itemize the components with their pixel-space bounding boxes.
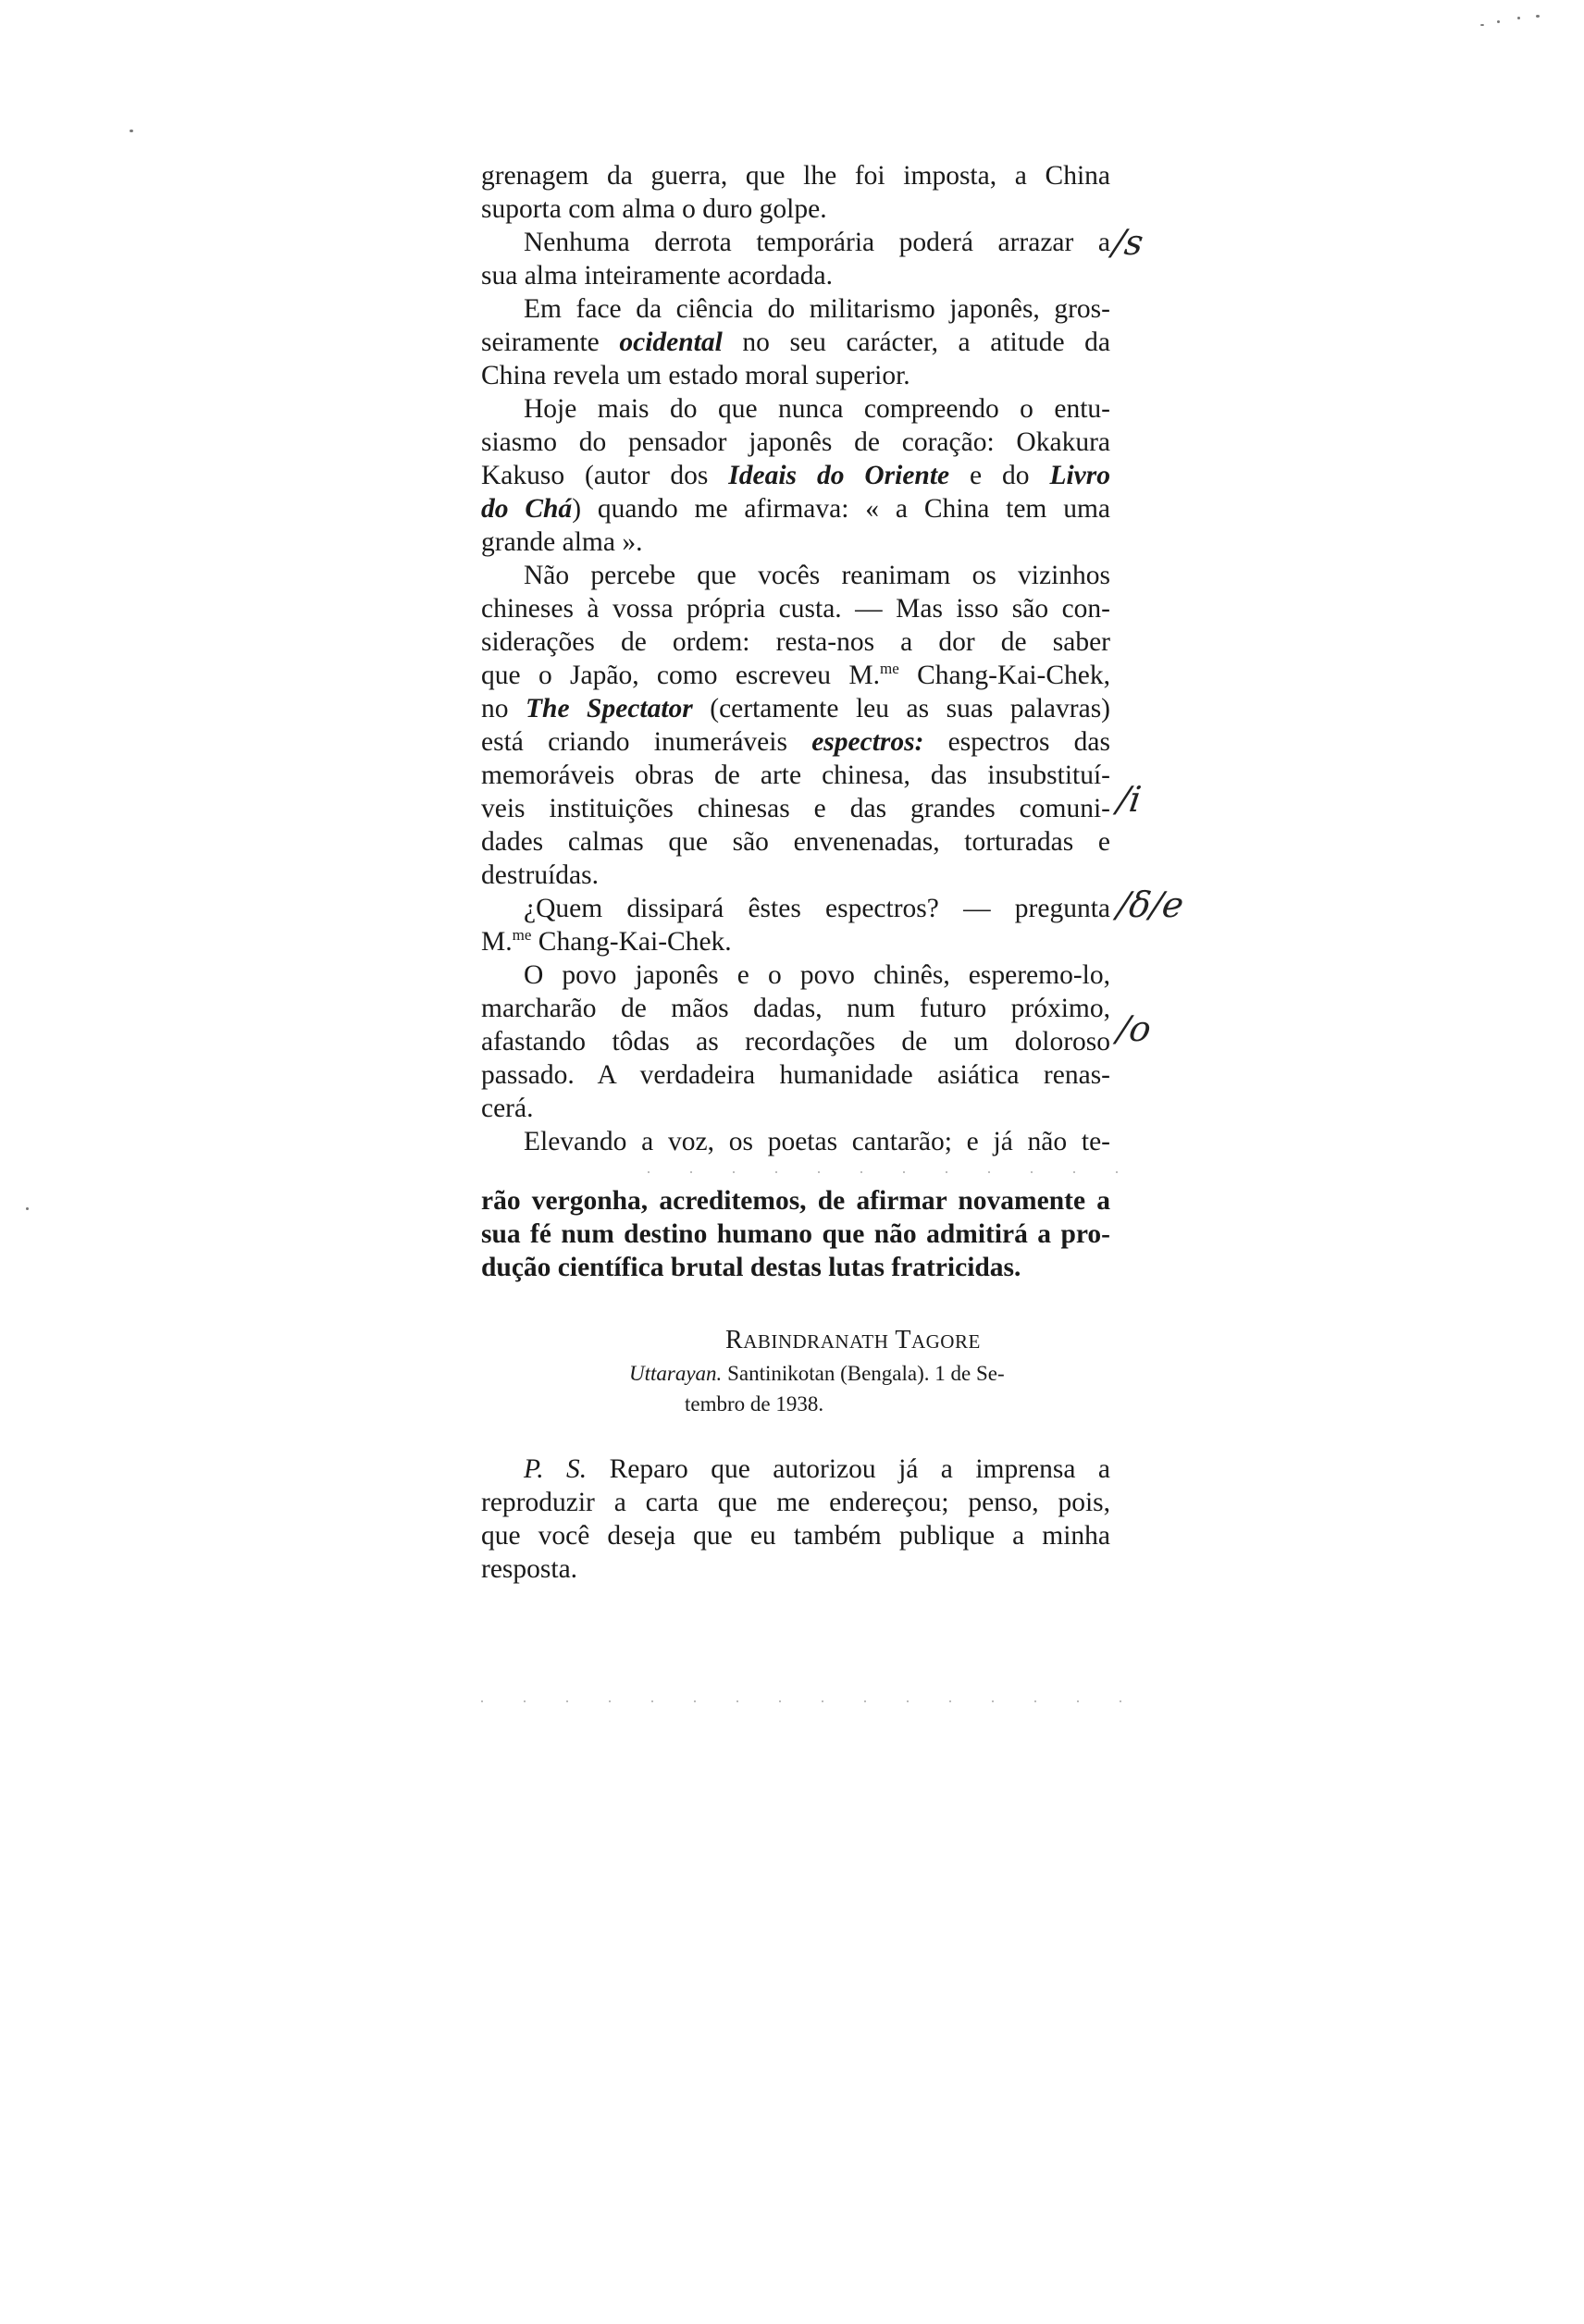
text-line: China revela um estado moral superior. bbox=[481, 361, 910, 390]
place-and-date: Uttarayan. Santinikotan (Bengala). 1 de Se- tembro de 1938. bbox=[629, 1362, 1005, 1415]
text-line: marcharão de mãos dadas, num futuro próximo, bbox=[481, 994, 1110, 1023]
scan-speck bbox=[1480, 24, 1484, 26]
signature-author: RABINDRANATH TAGORE bbox=[725, 1326, 981, 1354]
text-line: Hoje mais do que nunca compreendo o entu- bbox=[524, 394, 1110, 424]
letter-body-main bbox=[481, 159, 1110, 1158]
scan-dots bbox=[481, 1700, 1129, 1702]
text-line: Nenhuma derrota temporária poderá arrazar a bbox=[524, 228, 1110, 257]
text-line: dução científica brutal destas lutas fratricidas. bbox=[481, 1253, 1021, 1282]
postscript bbox=[481, 1452, 1110, 1586]
text-line: memoráveis obras de arte chinesa, das insubstituí- bbox=[481, 760, 1110, 790]
scan-dots bbox=[648, 1171, 1129, 1173]
scan-speck bbox=[1536, 15, 1540, 18]
text-line: dades calmas que são envenenadas, torturadas e bbox=[481, 827, 1110, 857]
scan-speck bbox=[1517, 17, 1520, 19]
text-line: grande alma ». bbox=[481, 527, 643, 557]
text-line: grenagem da guerra, que lhe foi imposta, a China bbox=[481, 161, 1110, 191]
text-line: M.$^{me}$ Chang-Kai-Chek. bbox=[481, 926, 732, 957]
text-line: destruídas. bbox=[481, 860, 599, 890]
text-line: reproduzir a carta que me endereçou; penso, pois, bbox=[481, 1488, 1110, 1517]
scan-speck bbox=[26, 1207, 29, 1210]
text-line: está criando inumeráveis espectros: espectros das bbox=[481, 727, 1110, 757]
handwritten-margin-mark: /δ/e bbox=[1114, 884, 1187, 925]
text-line: que o Japão, como escreveu M.$^{me}$ Chang-Kai-Chek, bbox=[481, 660, 1111, 690]
text-line: O povo japonês e o povo chinês, esperemo-lo, bbox=[524, 960, 1110, 990]
text-line: rão vergonha, acreditemos, de afirmar novamente a bbox=[481, 1186, 1110, 1216]
text-line: sua alma inteiramente acordada. bbox=[481, 261, 834, 290]
text-line: no The Spectator (certamente leu as suas palavras) bbox=[481, 694, 1111, 723]
text-line: Kakuso (autor dos Ideais do Oriente e do Livro bbox=[481, 461, 1110, 490]
text-line: siasmo do pensador japonês de coração: Okakura bbox=[481, 427, 1110, 457]
text-line: chineses à vossa própria custa. — Mas isso são con- bbox=[481, 594, 1110, 624]
handwritten-margin-mark: /i bbox=[1114, 779, 1145, 820]
text-line: Em face da ciência do militarismo japonês, gros- bbox=[524, 294, 1110, 324]
scan-speck bbox=[1497, 20, 1500, 23]
scan-speck bbox=[130, 130, 133, 132]
text-line: afastando tôdas as recordações de um doloroso bbox=[481, 1027, 1110, 1057]
text-line: ¿Quem dissipará êstes espectros? — pregunta bbox=[524, 894, 1110, 923]
text-line: Elevando a voz, os poetas cantarão; e já não te- bbox=[524, 1127, 1110, 1156]
text-line: P. S. Reparo que autorizou já a imprensa a bbox=[524, 1454, 1110, 1484]
text-line: que você deseja que eu também publique a minha bbox=[481, 1521, 1110, 1551]
handwritten-margin-mark: /o bbox=[1114, 1008, 1154, 1049]
text-line: suporta com alma o duro golpe. bbox=[481, 194, 827, 224]
text-line: sua fé num destino humano que não admitirá a pro- bbox=[481, 1219, 1110, 1249]
letter-body-continuation bbox=[481, 1184, 1110, 1284]
text-line: Não percebe que vocês reanimam os vizinhos bbox=[524, 561, 1110, 590]
text-line: veis instituições chinesas e das grandes comuni- bbox=[481, 794, 1110, 823]
text-line: resposta. bbox=[481, 1554, 578, 1584]
text-line: passado. A verdadeira humanidade asiática renas- bbox=[481, 1060, 1110, 1090]
text-line: do Chá) quando me afirmava: « a China tem uma bbox=[481, 494, 1110, 524]
text-line: siderações de ordem: resta-nos a dor de saber bbox=[481, 627, 1110, 657]
text-line: cerá. bbox=[481, 1094, 534, 1123]
handwritten-margin-mark: /s bbox=[1109, 222, 1146, 263]
text-line: seiramente ocidental no seu carácter, a atitude da bbox=[481, 328, 1110, 357]
